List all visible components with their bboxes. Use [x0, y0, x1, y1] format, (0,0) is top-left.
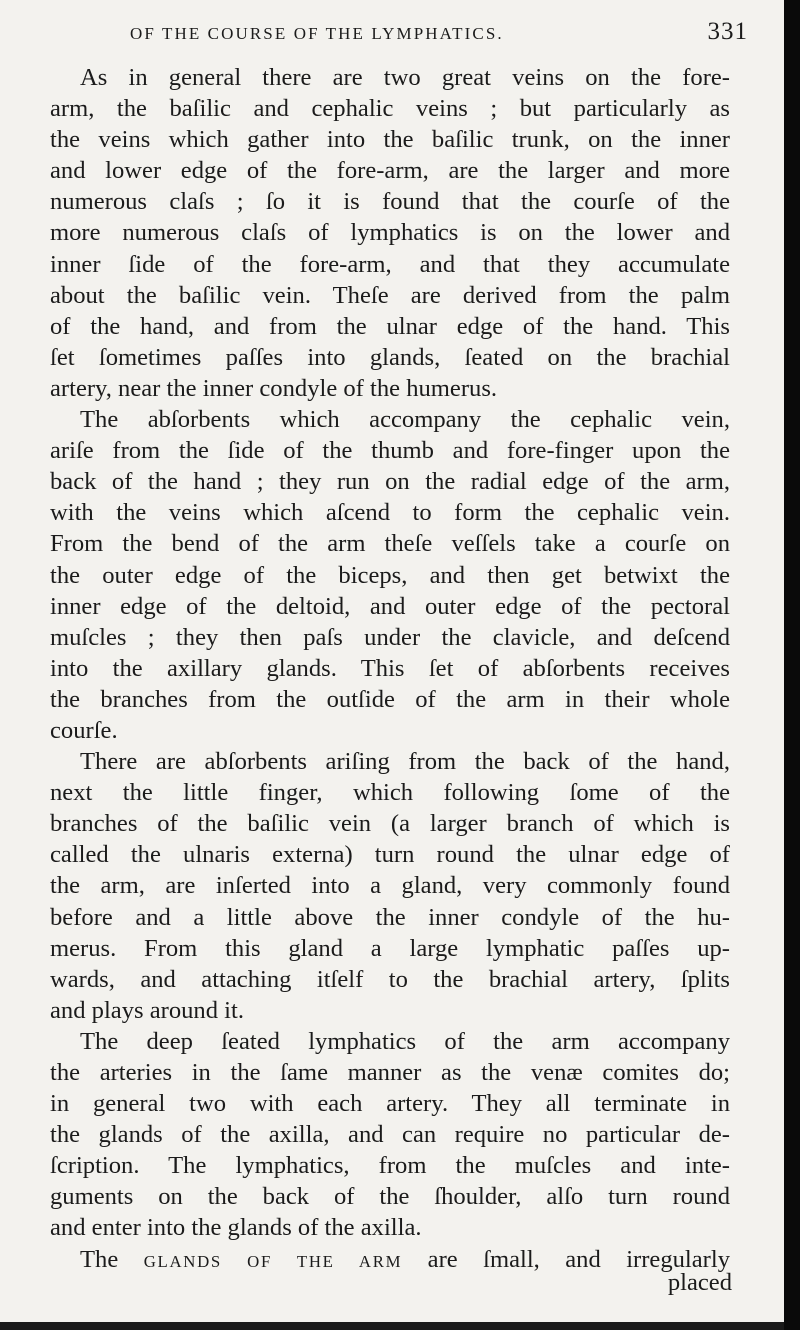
text-line: The deep ſeated lymphatics of the arm accompany — [80, 1027, 730, 1055]
text-line: From the bend of the arm theſe veſſels take a courſe on — [50, 530, 730, 558]
text-line: As in general there are two great veins on the fore- — [80, 64, 730, 91]
text-line: There are abſorbents ariſing from the back of the hand, — [80, 748, 730, 776]
text-line: muſcles ; they then paſs under the clavicle, and deſcend — [50, 623, 730, 651]
text-line: into the axillary glands. This ſet of abſorbents receives — [50, 654, 730, 682]
text-line: the branches from the outſide of the arm in their whole — [50, 685, 730, 713]
text-line: the glands of the axilla, and can require no particular de- — [50, 1121, 730, 1149]
text-line: called the ulnaris externa) turn round the ulnar edge of — [50, 841, 730, 869]
text-line: with the veins which aſcend to form the cephalic vein. — [50, 499, 730, 527]
text-line: branches of the baſilic vein (a larger branch of which is — [50, 810, 730, 838]
text-line: wards, and attaching itſelf to the brachial artery, ſplits — [50, 965, 730, 993]
text-line: before and a little above the inner condyle of the hu- — [50, 903, 730, 931]
text-line: inner edge of the deltoid, and outer edge of the pectoral — [50, 592, 730, 620]
text-line: the arteries in the ſame manner as the venæ comites do; — [50, 1059, 730, 1086]
final-line-rest: are ſmall, and irregularly — [427, 1245, 730, 1273]
text-line: next the little finger, which following ſome of the — [50, 779, 730, 807]
body-text — [50, 62, 730, 1275]
text-line: more numerous claſs of lymphatics is on the lower and — [50, 219, 730, 247]
running-title: OF THE COURSE OF THE LYMPHATICS. — [130, 24, 504, 43]
text-line: in general two with each artery. They all terminate in — [50, 1090, 730, 1118]
final-text-line — [50, 1244, 730, 1275]
text-line: ſet ſometimes paſſes into glands, ſeated on the brachial — [50, 343, 730, 371]
text-line: The abſorbents which accompany the cephalic vein, — [80, 406, 730, 434]
text-line: the arm, are inſerted into a gland, very commonly found — [50, 872, 730, 900]
text-line: guments on the back of the ſhoulder, alſo turn round — [50, 1183, 730, 1211]
page-header — [96, 18, 748, 52]
text-line: courſe. — [50, 716, 118, 744]
text-line: artery, near the inner condyle of the humerus. — [50, 374, 498, 402]
text-line: and plays around it. — [50, 996, 244, 1024]
catchword: placed — [667, 1269, 732, 1296]
text-line: back of the hand ; they run on the radial edge of the arm, — [50, 468, 730, 496]
text-line: ariſe from the ſide of the thumb and fore-finger upon the — [50, 437, 730, 465]
glands-of-the-arm-heading: GLANDS OF THE ARM — [143, 1251, 403, 1271]
final-line-lead: The — [80, 1245, 119, 1273]
text-line: numerous claſs ; ſo it is found that the courſe of the — [50, 188, 730, 216]
text-line: arm, the baſilic and cephalic veins ; but particularly as — [50, 95, 730, 123]
text-line: and enter into the glands of the axilla. — [50, 1214, 422, 1242]
text-line: inner ſide of the fore-arm, and that they accumulate — [50, 250, 730, 278]
book-spine-shadow — [784, 0, 800, 1330]
text-line: the veins which gather into the baſilic trunk, on the inner — [50, 126, 730, 154]
page-number: 331 — [707, 18, 748, 45]
text-line: of the hand, and from the ulnar edge of the hand. This — [50, 312, 730, 340]
text-line: ſcription. The lymphatics, from the muſcles and inte- — [50, 1152, 730, 1180]
text-line: merus. From this gland a large lymphatic paſſes up- — [50, 934, 730, 962]
text-line: and lower edge of the fore-arm, are the larger and more — [50, 157, 730, 185]
text-line: about the baſilic vein. Theſe are derived from the palm — [50, 281, 730, 309]
text-line: the outer edge of the biceps, and then get betwixt the — [50, 561, 730, 589]
